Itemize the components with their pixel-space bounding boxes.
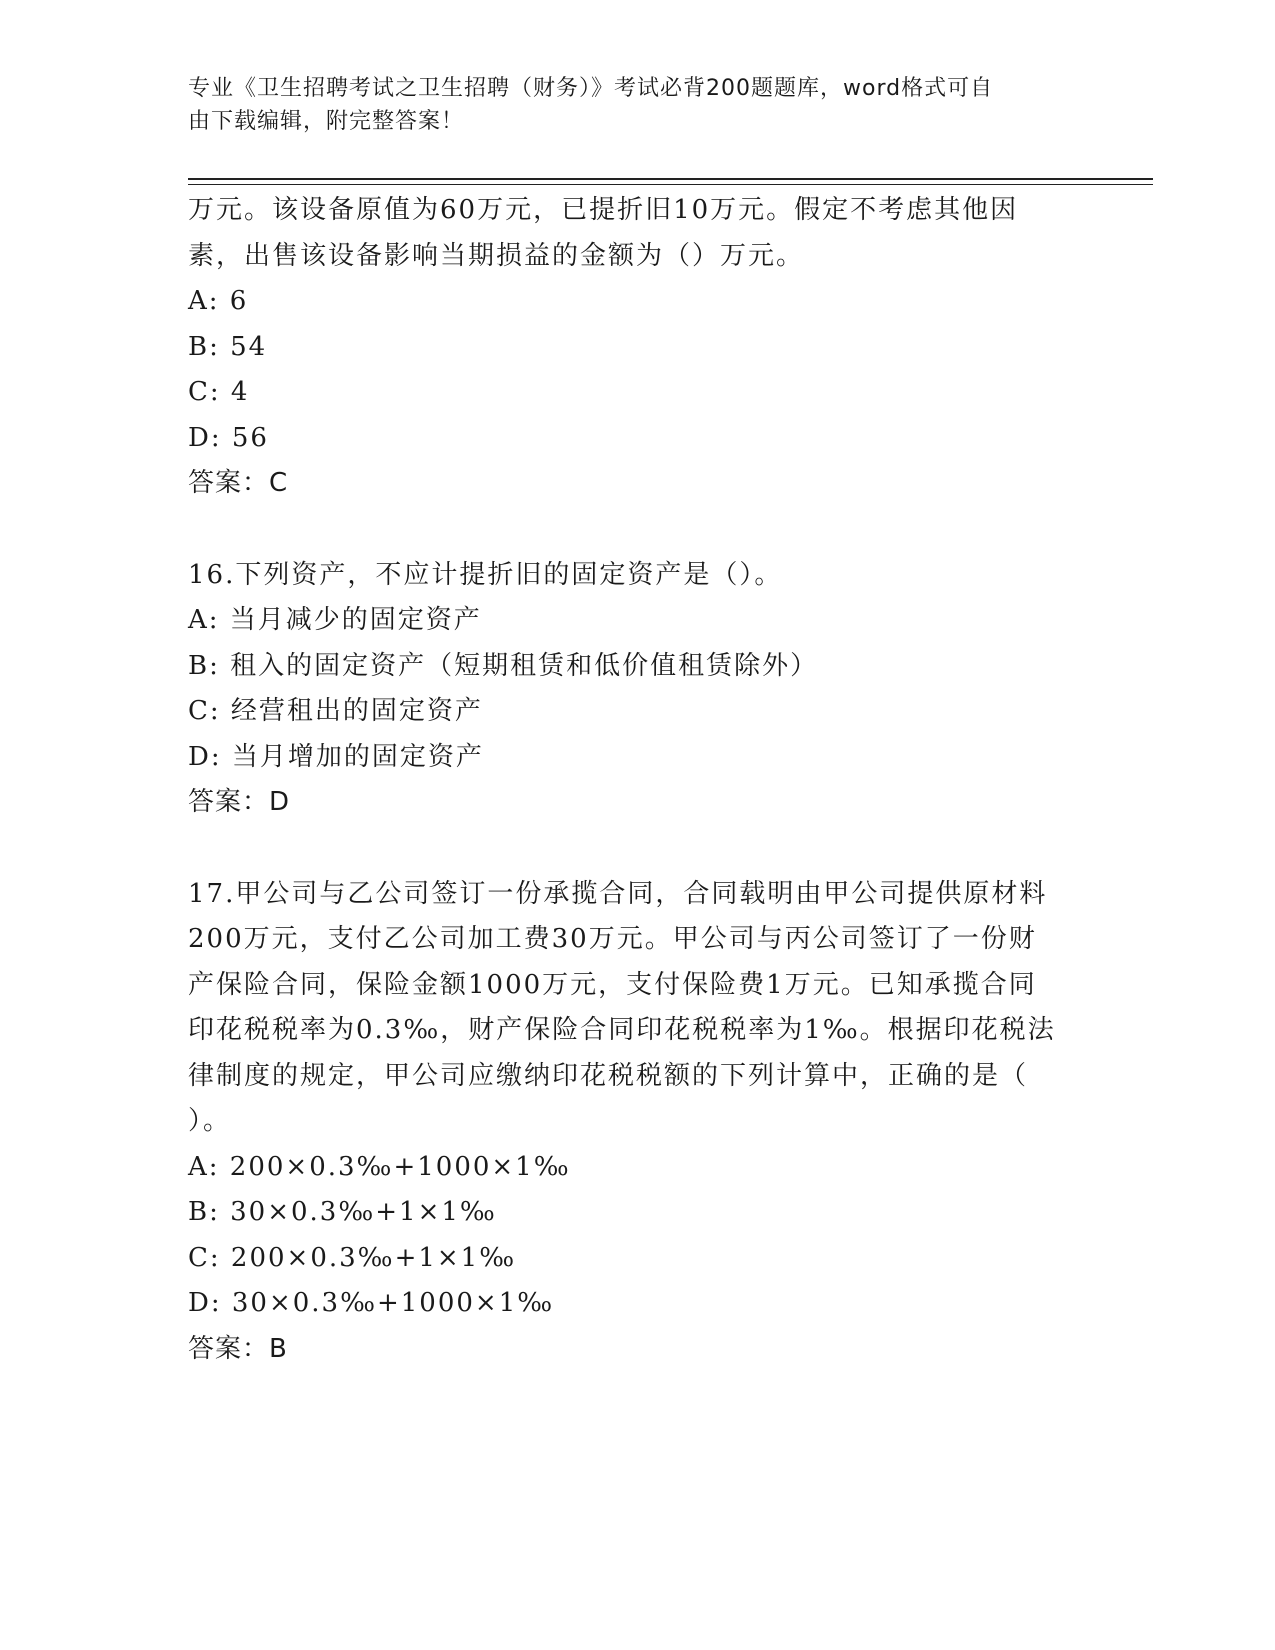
- option-c: C: 200×0.3‰+1×1‰: [188, 1242, 517, 1273]
- answer-line: 答案：C: [188, 468, 289, 498]
- header-line-2: 由下载编辑，附完整答案！: [188, 109, 465, 134]
- question-16: [188, 553, 1088, 826]
- option-d: D: 当月增加的固定资产: [188, 741, 484, 772]
- question-spacer: [188, 826, 1088, 872]
- question-stem-line: 16.下列资产，不应计提折旧的固定资产是（）。: [188, 559, 783, 590]
- option-a: A: 6: [188, 286, 249, 316]
- question-stem-line: 律制度的规定，甲公司应缴纳印花税税额的下列计算中，正确的是（: [188, 1060, 1029, 1091]
- answer-line: 答案：B: [188, 1333, 288, 1364]
- option-c: C: 经营租出的固定资产: [188, 696, 483, 726]
- option-b: B: 30×0.3‰+1×1‰: [188, 1197, 497, 1227]
- option-a: A: 200×0.3‰+1000×1‰: [188, 1151, 571, 1182]
- answer-line: 答案：D: [188, 787, 291, 817]
- question-stem-line: 素，出售该设备影响当期损益的金额为（）万元。: [188, 240, 805, 271]
- document-header: [188, 72, 1068, 138]
- question-15: [188, 188, 1088, 507]
- document-body: [188, 188, 1088, 1372]
- option-a: A: 当月减少的固定资产: [188, 605, 482, 635]
- option-b: B: 租入的固定资产（短期租赁和低价值租赁除外）: [188, 650, 819, 681]
- question-17: [188, 872, 1088, 1373]
- question-stem-line: 17.甲公司与乙公司签订一份承揽合同，合同载明由甲公司提供原材料: [188, 878, 1048, 909]
- header-divider-thin: [188, 184, 1153, 185]
- question-stem-line: 万元。该设备原值为60万元，已提折旧10万元。假定不考虑其他因: [188, 195, 1019, 225]
- option-b: B: 54: [188, 331, 268, 362]
- question-spacer: [188, 507, 1088, 553]
- option-d: D: 56: [188, 422, 269, 453]
- question-stem-line: 印花税税率为0.3‰，财产保险合同印花税税率为1‰。根据印花税法: [188, 1015, 1056, 1045]
- header-line-1: 专业《卫生招聘考试之卫生招聘（财务）》考试必背200题题库，word格式可自: [188, 76, 994, 101]
- question-stem-line: 200万元，支付乙公司加工费30万元。甲公司与丙公司签订了一份财: [188, 924, 1037, 954]
- option-c: C: 4: [188, 377, 250, 407]
- header-divider-thick: [188, 178, 1153, 180]
- question-stem-line: ）。: [188, 1106, 232, 1136]
- question-stem-line: 产保险合同，保险金额1000万元，支付保险费1万元。已知承揽合同: [188, 969, 1037, 1000]
- option-d: D: 30×0.3‰+1000×1‰: [188, 1288, 555, 1318]
